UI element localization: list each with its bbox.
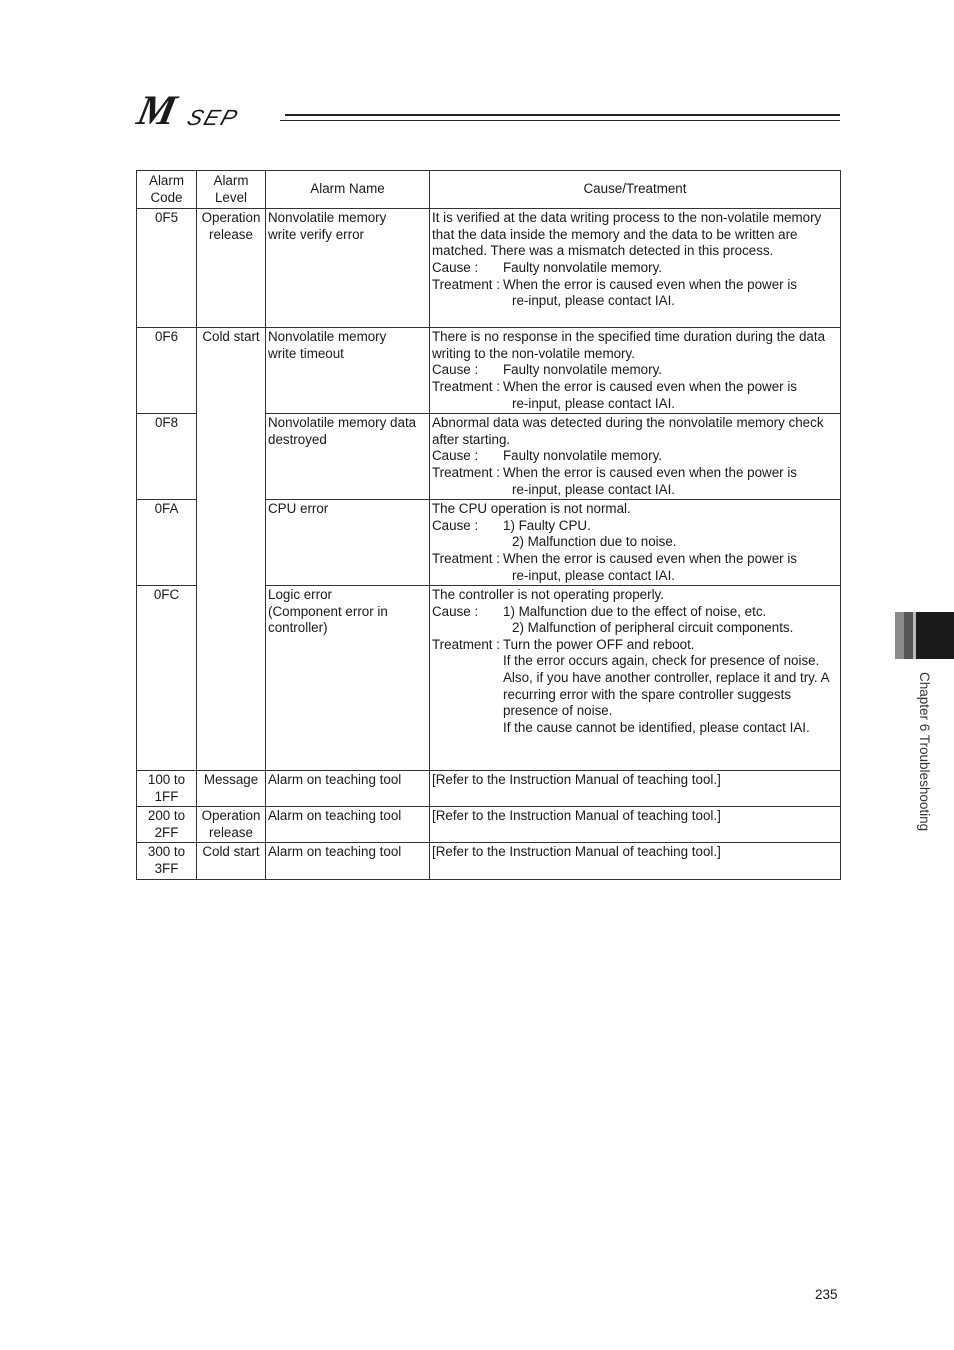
- alarm-code: 300 to 3FF: [137, 843, 197, 879]
- alarm-name: Alarm on teaching tool: [266, 771, 430, 807]
- alarm-level: Operation release: [197, 807, 266, 843]
- alarm-name: Nonvolatile memory data destroyed: [266, 414, 430, 500]
- alarm-code: 200 to 2FF: [137, 807, 197, 843]
- description: There is no response in the specified time duration during the data writing to the non-volatile memory.: [432, 329, 829, 361]
- cause-treatment: The CPU operation is not normal. Cause : 1) Faulty CPU. 2) Malfunction due to noise. Treatment : When the error is caused even when the power is re-input, please contact IAI.: [430, 500, 841, 586]
- alarm-code: 0FC: [137, 586, 197, 771]
- alarm-name: Nonvolatile memory write verify error: [266, 209, 430, 328]
- cause-treatment: [Refer to the Instruction Manual of teaching tool.]: [430, 771, 841, 807]
- cause-treatment: It is verified at the data writing process to the non-volatile memory that the data inside the memory and the data to be written are matched. There was a mismatch detected in this process. Cause : Faulty nonvolatile memory. Treatment : When the error is caused even when the power is re-input, please contact IAI.: [430, 209, 841, 328]
- table-row: [137, 843, 841, 879]
- description: Abnormal data was detected during the nonvolatile memory check after starting.: [432, 415, 828, 447]
- table-row: [137, 209, 841, 328]
- alarm-code: 0F8: [137, 414, 197, 500]
- alarm-name: Logic error (Component error in controller): [266, 586, 430, 771]
- alarm-code: 0F5: [137, 209, 197, 328]
- alarm-level: Cold start: [197, 843, 266, 879]
- table-row: [137, 807, 841, 843]
- alarm-level: Message: [197, 771, 266, 807]
- cause-treatment: [Refer to the Instruction Manual of teaching tool.]: [430, 843, 841, 879]
- logo-sep: SEP: [184, 105, 243, 130]
- alarm-level: Cold start: [197, 328, 266, 771]
- header-cause-treatment: Cause/Treatment: [430, 171, 841, 209]
- cause-treatment: [Refer to the Instruction Manual of teaching tool.]: [430, 807, 841, 843]
- cause-treatment: The controller is not operating properly. Cause : 1) Malfunction due to the effect of noise, etc. 2) Malfunction of peripheral circuit components. Treatment : Turn the power OFF and reboot. If the error occurs again, check for presence of noise. Also, if you have another controller, replace it and try. A recurring error with the spare controller suggests presence of noise. If the cause cannot be identified, please contact IAI.: [430, 586, 841, 771]
- alarm-code: 100 to 1FF: [137, 771, 197, 807]
- page-number: 235: [815, 1287, 838, 1302]
- alarm-name: Nonvolatile memory write timeout: [266, 328, 430, 414]
- header-rule-thick: [285, 114, 840, 116]
- table-row: [137, 328, 841, 414]
- description: The CPU operation is not normal.: [432, 501, 631, 517]
- alarm-code: 0FA: [137, 500, 197, 586]
- header-alarm-code: Alarm Code: [137, 171, 197, 209]
- table-row: [137, 771, 841, 807]
- alarm-name: Alarm on teaching tool: [266, 843, 430, 879]
- alarm-level: Operation release: [197, 209, 266, 328]
- description: The controller is not operating properly.: [432, 587, 664, 603]
- header-rule-thin: [280, 120, 840, 121]
- header-alarm-name: Alarm Name: [266, 171, 430, 209]
- table-header-row: [137, 171, 841, 209]
- chapter-tab-marker: [895, 612, 954, 659]
- description: It is verified at the data writing process to the non-volatile memory that the data inside the memory and the data to be written are matched. There was a mismatch detected in this process.: [432, 210, 825, 259]
- header-alarm-level: Alarm Level: [197, 171, 266, 209]
- chapter-label: Chapter 6 Troubleshooting: [917, 672, 932, 832]
- cause-treatment: Abnormal data was detected during the nonvolatile memory check after starting. Cause : Faulty nonvolatile memory. Treatment : When the error is caused even when the power is re-input, please contact IAI.: [430, 414, 841, 500]
- logo-m: M: [133, 88, 180, 134]
- alarm-name: Alarm on teaching tool: [266, 807, 430, 843]
- alarm-table: [136, 170, 841, 880]
- alarm-name: CPU error: [266, 500, 430, 586]
- cause-treatment: There is no response in the specified time duration during the data writing to the non-volatile memory. Cause : Faulty nonvolatile memory. Treatment : When the error is caused even when the power is re-input, please contact IAI.: [430, 328, 841, 414]
- alarm-code: 0F6: [137, 328, 197, 414]
